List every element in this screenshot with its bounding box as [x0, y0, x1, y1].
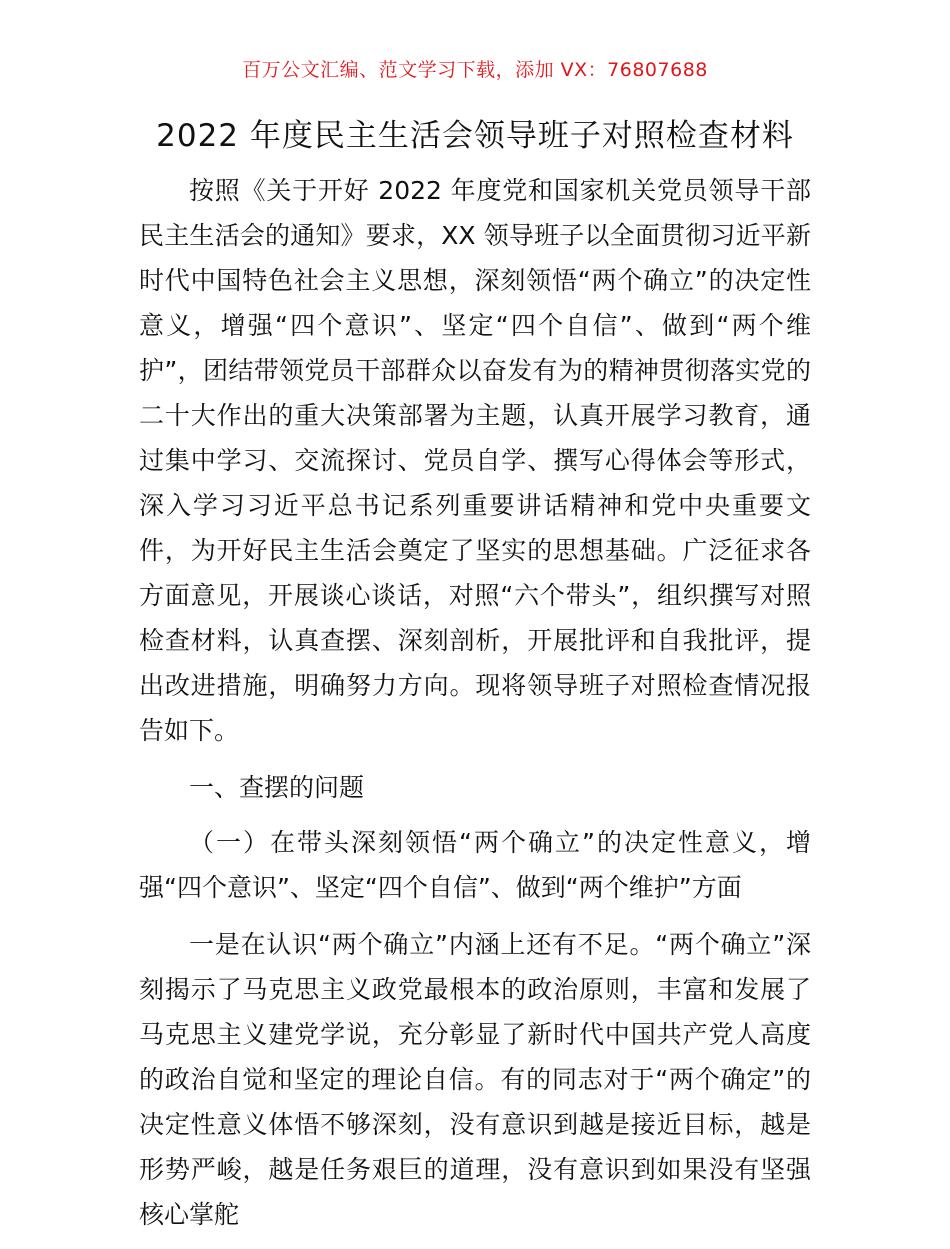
header-banner: 百万公文汇编、范文学习下载，添加 VX：76807688 — [242, 59, 708, 81]
point-one-paragraph: 一是在认识“两个确立”内涵上还有不足。“两个确立”深刻揭示了马克思主义政党最根本的政治原则，丰富和发展了马克思主义建党学说，充分彰显了新时代中国共产党人高度的政治自觉和坚定的理论自信。有的同志对于“两个确定”的决定性意义体悟不够深刻，没有意识到越是接近目标，越是形势严峻，越是任务艰巨的道理，没有意识到如果没有坚强核心掌舵 — [139, 930, 811, 1229]
document-body — [139, 168, 811, 1249]
intro-paragraph: 按照《关于开好 2022 年度党和国家机关党员领导干部民主生活会的通知》要求，XX 领导班子以全面贯彻习近平新时代中国特色社会主义思想，深刻领悟“两个确立”的决定性意义，增强“四个意识”、坚定“四个自信”、做到“两个维护”，团结带领党员干部群众以奋发有为的精神贯彻落实党的二十大作出的重大决策部署为主题，认真开展学习教育，通过集中学习、交流探讨、党员自学、撰写心得体会等形式，深入学习习近平总书记系列重要讲话精神和党中央重要文件，为开好民主生活会奠定了坚实的思想基础。广泛征求各方面意见，开展谈心谈话，对照“六个带头”，组织撰写对照检查材料，认真查摆、深刻剖析，开展批评和自我批评，提出改进措施，明确努力方向。现将领导班子对照检查情况报告如下。 — [139, 176, 811, 745]
section-heading: 一、查摆的问题 — [189, 773, 365, 802]
document-title: 2022 年度民主生活会领导班子对照检查材料 — [156, 118, 794, 154]
subsection-heading: （一）在带头深刻领悟“两个确立”的决定性意义，增强“四个意识”、坚定“四个自信”、做到“两个维护”方面 — [139, 828, 811, 902]
